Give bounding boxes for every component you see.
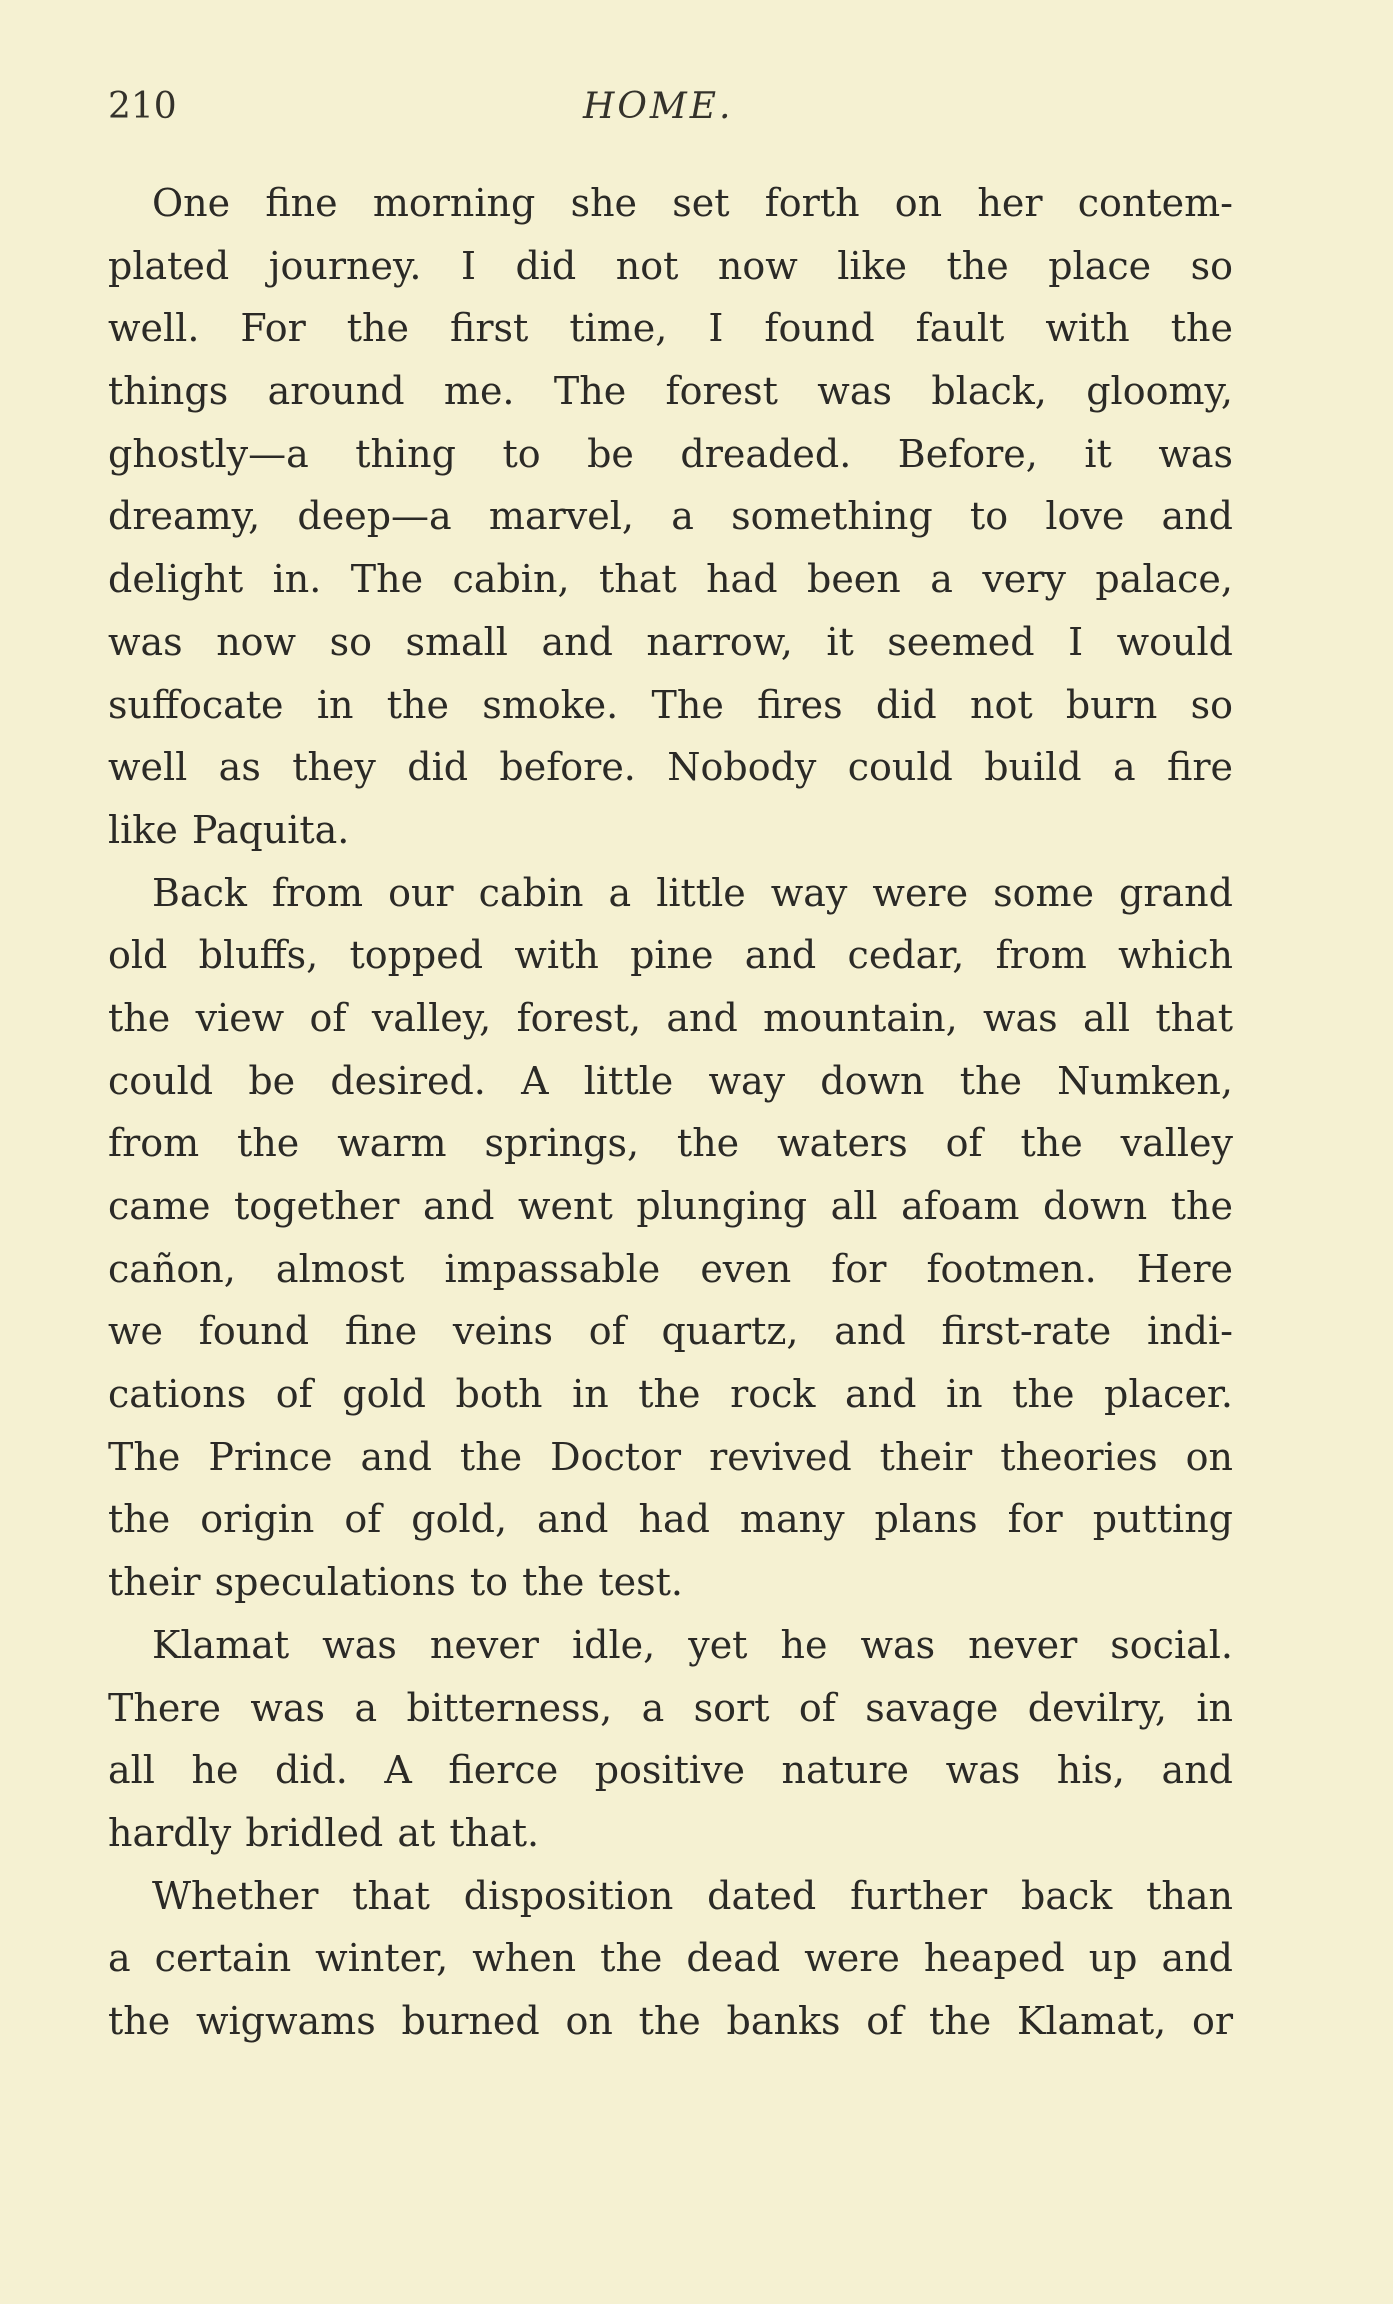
text-line: came together and went plunging all afoam down the (108, 1184, 1233, 1228)
text-line: There was a bitterness, a sort of savage devilry, in (108, 1685, 1233, 1730)
text-line: we found fine veins of quartz, and first-rate indi- (108, 1309, 1233, 1354)
text-line: the view of valley, forest, and mountain, was all that (108, 995, 1233, 1040)
text-line: Klamat was never idle, yet he was never social. (152, 1622, 1233, 1667)
text-line: hardly bridled at that. (108, 1810, 540, 1855)
text-line: was now so small and narrow, it seemed I would (108, 619, 1233, 664)
text-line: well as they did before. Nobody could build a fire (108, 745, 1233, 790)
text-line: like Paquita. (108, 807, 350, 852)
text-line: plated journey. I did not now like the place so (108, 243, 1233, 288)
text-line: dreamy, deep—a marvel, a something to love and (108, 494, 1233, 539)
text-line: Back from our cabin a little way were some grand (152, 870, 1233, 915)
page-number: 210 (108, 86, 177, 127)
text-line: delight in. The cabin, that had been a very palace, (108, 557, 1233, 602)
text-line: from the warm springs, the waters of the valley (108, 1121, 1233, 1166)
text-line: things around me. The forest was black, gloomy, (108, 369, 1233, 414)
text-line: One fine morning she set forth on her contem- (152, 181, 1233, 225)
text-line: could be desired. A little way down the Numken, (108, 1058, 1233, 1103)
text-line: their speculations to the test. (108, 1560, 684, 1605)
text-line: a certain winter, when the dead were heaped up and (108, 1936, 1233, 1981)
text-line: ghostly—a thing to be dreaded. Before, it was (108, 431, 1233, 476)
text-line: The Prince and the Doctor revived their theories on (108, 1434, 1233, 1479)
text-line: all he did. A fierce positive nature was his, and (108, 1748, 1233, 1793)
text-line: Whether that disposition dated further back than (152, 1873, 1233, 1918)
running-head (108, 82, 1233, 132)
running-title: HOME. (583, 86, 734, 127)
text-line: the origin of gold, and had many plans for putting (108, 1497, 1233, 1542)
text-line: cations of gold both in the rock and in the placer. (108, 1372, 1233, 1417)
text-line: suffocate in the smoke. The fires did not burn so (108, 682, 1233, 727)
text-line: the wigwams burned on the banks of the Klamat, or (108, 1998, 1233, 2043)
text-line: well. For the first time, I found fault with the (108, 306, 1233, 351)
body-text (108, 172, 1233, 2053)
text-line: cañon, almost impassable even for footmen. Here (108, 1246, 1233, 1291)
text-line: old bluffs, topped with pine and cedar, from which (108, 933, 1233, 978)
